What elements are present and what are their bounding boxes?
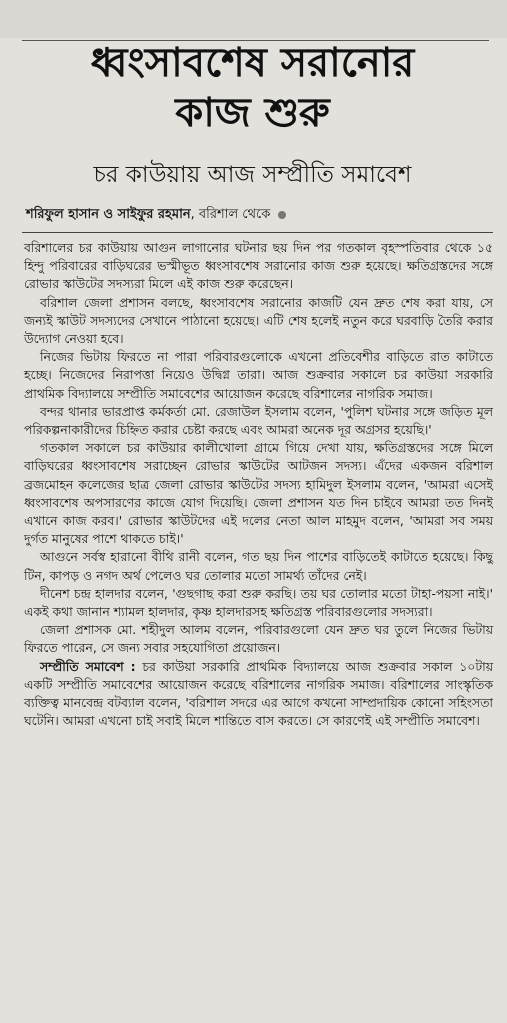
byline-authors: শরিফুল হাসান ও সাইফুর রহমান xyxy=(26,207,191,222)
byline-rule xyxy=(22,232,493,233)
headline xyxy=(12,38,493,138)
top-rule xyxy=(22,40,489,41)
section-lead: সম্প্রীতি সমাবেশ : xyxy=(40,658,136,674)
paragraph-final xyxy=(24,658,493,731)
section-text: চর কাউয়া সরকারি প্রাথমিক বিদ্যালয়ে আজ শুক্রবার সকাল ১০টায় একটি সম্প্রীতি সমাবেশের আয়োজন করেছে বরিশালের নাগরিক সমাজ। বরিশালের সাংস্কৃতিক ব্যক্তিত্ব মানবেন্দ্র বটব্যাল বলেন, 'বরিশাল সদরে এর আগে কখনো সাম্প্রদায়িক কোনো সহিংসতা ঘটেনি। আমরা এখনো চাই সবাই মিলে শান্তিতে বাস করতে। সে কারণেই এই সম্প্রীতি সমাবেশ। xyxy=(24,658,493,729)
paragraph-4: বন্দর থানার ভারপ্রাপ্ত কর্মকর্তা মো. রেজাউল ইসলাম বলেন, 'পুলিশ ঘটনার সঙ্গে জড়িত মূল পরিকল্পনাকারীদের চিহ্নিত করার চেষ্টা করছে এবং আমরা অনেক দূর অগ্রসর হয়েছি।' xyxy=(24,403,493,438)
bullet-dot-icon xyxy=(278,211,286,219)
byline xyxy=(26,206,493,224)
paragraph-2: বরিশাল জেলা প্রশাসন বলছে, ধ্বংসাবশেষ সরানোর কাজটি যেন দ্রুত শেষ করা যায়, সে জন্যই স্কাউট সদস্যদের সেখানে পাঠানো হয়েছে। এটি শেষ হলেই নতুন করে ঘরবাড়ি তৈরি করার উদ্যোগ নেওয়া হবে। xyxy=(24,294,493,347)
subheadline: চর কাউয়ায় আজ সম্প্রীতি সমাবেশ xyxy=(93,162,412,188)
paragraph-7: দীনেশ চন্দ্র হালদার বলেন, 'গুছগাছ করা শুরু করছি। তয় ঘর তোলার মতো টাহা-পয়সা নাই।' একই কথা জানান শ্যামল হালদার, কৃষ্ণ হালদারসহ ক্ষতিগ্রস্ত পরিবারগুলোর সদস্যরা। xyxy=(24,585,493,620)
headline-line-2: কাজ শুরু xyxy=(175,90,330,136)
news-clipping xyxy=(0,38,507,1023)
headline-line-1: ধ্বংসাবশেষ সরানোর xyxy=(90,40,415,86)
paragraph-8: জেলা প্রশাসক মো. শহীদুল আলম বলেন, পরিবারগুলো যেন দ্রুত ঘর তুলে নিজের ভিটায় ফিরতে পারেন, সে জন্য সবার সহযোগিতা প্রয়োজন। xyxy=(24,622,493,656)
paragraph-3: নিজের ভিটায় ফিরতে না পারা পরিবারগুলোকে এখনো প্রতিবেশীর বাড়িতে রাত কাটাতে হচ্ছে। নিজেদের নিরাপত্তা নিয়েও উদ্বিগ্ন তারা। আজ শুক্রবার সকালে চর কাউয়া সরকারি প্রাথমিক বিদ্যালয়ে সম্প্রীতি সমাবেশের আয়োজন করেছে বরিশালের নাগরিক সমাজ। xyxy=(24,349,493,401)
paragraph-6: আগুনে সর্বস্ব হারানো বীথি রানী বলেন, গত ছয় দিন পাশের বাড়িতেই কাটাতে হয়েছে। কিছু টিন, কাপড় ও নগদ অর্থ পেলেও ঘর তোলার মতো সামর্থ্য তাঁদের নেই। xyxy=(24,549,493,583)
byline-location: , বরিশাল থেকে xyxy=(190,207,271,222)
article-body xyxy=(24,239,493,730)
paragraph-1: বরিশালের চর কাউয়ায় আগুন লাগানোর ঘটনার ছয় দিন পর গতকাল বৃহস্পতিবার থেকে ১৫ হিন্দু পরিবারের বাড়িঘরের ভস্মীভূত ধ্বংসাবশেষ সরানোর কাজ শুরু হয়েছে। ক্ষতিগ্রস্তদের সঙ্গে রোভার স্কাউটের সদস্যরা মিলে এই কাজ শুরু করেছেন। xyxy=(24,240,493,292)
paragraph-5: গতকাল সকালে চর কাউয়ার কালীখোলা গ্রামে গিয়ে দেখা যায়, ক্ষতিগ্রস্তদের সঙ্গে মিলে বাড়িঘরের ধ্বংসাবশেষ সরাচ্ছেন রোভার স্কাউটের আটজন সদস্য। এঁদের একজন বরিশাল ব্রজমোহন কলেজের ছাত্র জেলা রোভার স্কাউটের সদস্য হামিদুল ইসলাম বলেন, 'আমরা এসেই ধ্বংসাবশেষ অপসারণের কাজে যোগ দিয়েছি। জেলা প্রশাসন যত দিন চাইবে আমরা তত দিনই এখানে কাজ করব।' রোভার স্কাউটদের এই দলের নেতা আল মাহমুদ বলেন, 'আমরা সব সময় দুর্গত মানুষের পাশে থাকতে চাই।' xyxy=(24,440,493,547)
